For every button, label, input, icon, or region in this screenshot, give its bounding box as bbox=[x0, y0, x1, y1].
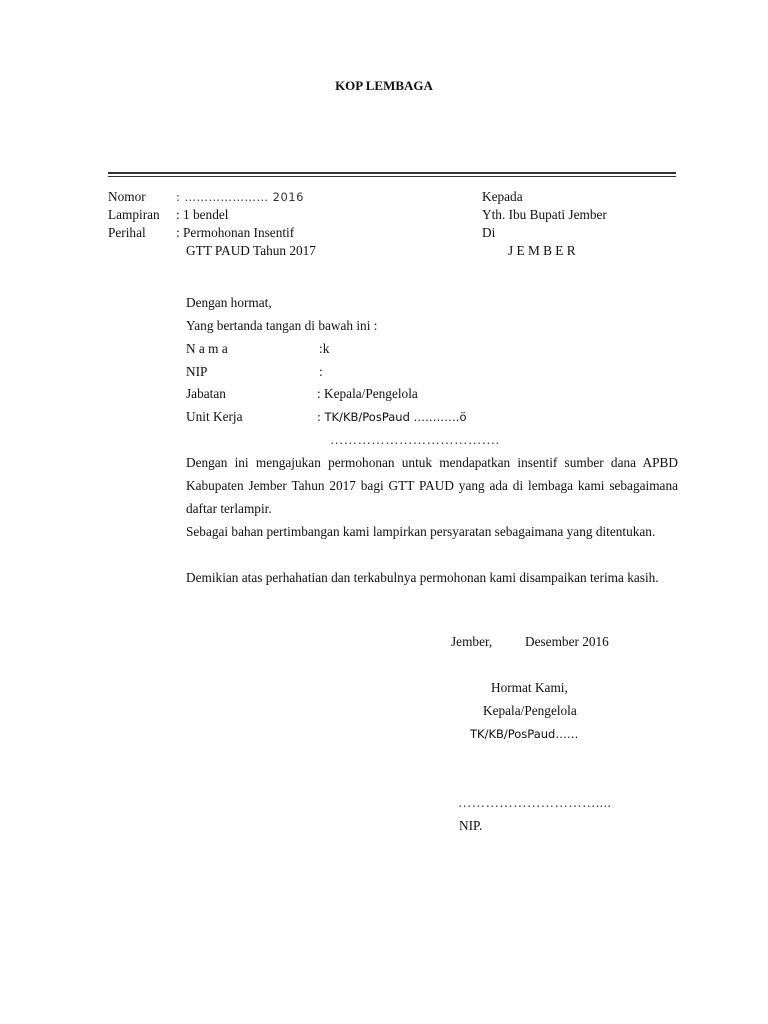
recipient-line-di: Di bbox=[482, 225, 496, 240]
field-value-unit-kerja: : TK/KB/PosPaud …………ö bbox=[317, 410, 467, 424]
letterhead-rule-thin bbox=[108, 176, 676, 177]
field-value-jabatan: : Kepala/Pengelola bbox=[317, 386, 418, 401]
letterhead-title: KOP LEMBAGA bbox=[335, 78, 433, 93]
field-value-nama: :k bbox=[319, 341, 330, 356]
field-label-unit-kerja: Unit Kerja bbox=[186, 409, 243, 424]
recipient-line-kepada: Kepada bbox=[482, 189, 523, 204]
field-label-nama: N a m a bbox=[186, 341, 228, 356]
signature-name-line: ………………………….... bbox=[458, 795, 612, 810]
recipient-line-yth: Yth. Ibu Bupati Jember bbox=[482, 207, 607, 222]
paragraph-request: Dengan ini mengajukan permohonan untuk mendapatkan insentif sumber dana APBD Kabupaten Jember Tahun 2017 bagi GTT PAUD yang ada di lembaga kami sebagaimana daftar terlampir. bbox=[186, 455, 678, 516]
meta-perihal-continuation: GTT PAUD Tahun 2017 bbox=[186, 243, 316, 258]
meta-label-lampiran: Lampiran bbox=[108, 207, 160, 222]
field-label-nip: NIP bbox=[186, 364, 208, 379]
signature-position: Kepala/Pengelola bbox=[483, 703, 577, 718]
signature-closing: Hormat Kami, bbox=[491, 680, 568, 695]
meta-value-perihal: : Permohonan Insentif bbox=[176, 225, 295, 240]
meta-value-nomor: : ………………… 2016 bbox=[176, 190, 304, 204]
meta-label-perihal: Perihal bbox=[108, 225, 146, 240]
field-label-jabatan: Jabatan bbox=[186, 386, 226, 401]
signature-date: Desember 2016 bbox=[525, 634, 609, 649]
letterhead-rule-thick bbox=[108, 172, 676, 174]
intro-line: Yang bertanda tangan di bawah ini : bbox=[186, 318, 378, 333]
paragraph-closing: Demikian atas perhahatian dan terkabulnya permohonan kami disampaikan terima kasih. bbox=[186, 570, 659, 585]
signature-place: Jember, bbox=[451, 634, 493, 649]
recipient-line-city: J E M B E R bbox=[508, 243, 576, 258]
greeting: Dengan hormat, bbox=[186, 295, 272, 310]
meta-value-lampiran: : 1 bendel bbox=[176, 207, 229, 222]
meta-label-nomor: Nomor bbox=[108, 189, 146, 204]
paragraph-consideration: Sebagai bahan pertimbangan kami lampirkan persyaratan sebagaimana yang ditentukan. bbox=[186, 524, 656, 539]
field-value-nip: : bbox=[319, 364, 323, 379]
field-unit-continuation: ………………………………. bbox=[330, 432, 500, 447]
signature-unit: TK/KB/PosPaud…… bbox=[470, 727, 579, 741]
signature-nip: NIP. bbox=[459, 818, 483, 833]
